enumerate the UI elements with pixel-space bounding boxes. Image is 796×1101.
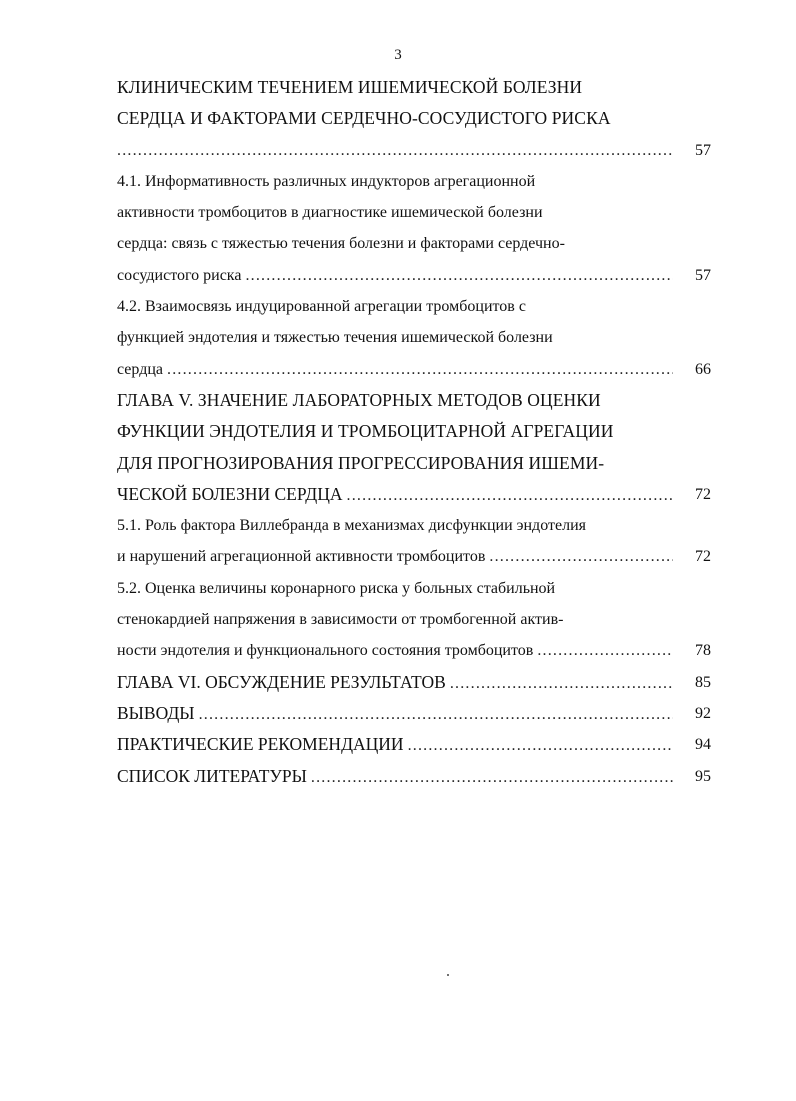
toc-leader-line (117, 761, 717, 792)
toc-line: ности эндотелия и функционального состояния тромбоцитов (117, 642, 534, 660)
dot-leader (450, 668, 673, 698)
dot-leader (245, 260, 673, 291)
toc-page-number: 72 (695, 548, 711, 566)
toc-leader-line (117, 698, 717, 729)
toc-line: 5.1. Роль фактора Виллебранда в механизмах дисфункции эндотелия (117, 517, 586, 535)
toc-line: СЕРДЦА И ФАКТОРАМИ СЕРДЕЧНО-СОСУДИСТОГО РИСКА (117, 108, 611, 129)
toc-line: ЧЕСКОЙ БОЛЕЗНИ СЕРДЦА (117, 483, 343, 504)
toc-line: сердца (117, 360, 163, 378)
toc-entry-conclusions[interactable] (117, 698, 717, 729)
toc-leader-line (117, 135, 717, 166)
page-number: 3 (394, 47, 402, 63)
toc-page-number: 66 (695, 360, 711, 378)
table-of-contents (117, 72, 717, 792)
toc-entry-recommendations[interactable] (117, 729, 717, 760)
toc-page-number: 57 (695, 141, 711, 159)
toc-line: ФУНКЦИИ ЭНДОТЕЛИЯ И ТРОМБОЦИТАРНОЙ АГРЕГАЦИИ (117, 421, 614, 442)
toc-line: ГЛАВА VI. ОБСУЖДЕНИЕ РЕЗУЛЬТАТОВ (117, 671, 446, 692)
toc-leader-line (117, 354, 717, 385)
dot-leader (311, 762, 673, 792)
toc-line: ДЛЯ ПРОГНОЗИРОВАНИЯ ПРОГРЕССИРОВАНИЯ ИШЕМИ- (117, 452, 605, 473)
toc-page-number: 85 (695, 673, 711, 691)
toc-page-number: 92 (695, 704, 711, 722)
toc-entry-chapter-4-continued[interactable] (117, 72, 717, 166)
toc-entry-references[interactable] (117, 761, 717, 792)
toc-entry-section-4-2[interactable] (117, 291, 717, 385)
dot-leader (199, 699, 673, 729)
toc-leader-line (117, 260, 717, 291)
toc-entry-section-4-1[interactable] (117, 166, 717, 291)
toc-leader-line (117, 541, 717, 572)
toc-leader-line (117, 667, 717, 698)
dot-leader (489, 541, 673, 572)
toc-entry-chapter-5[interactable] (117, 385, 717, 510)
toc-line: стенокардией напряжения в зависимости от тромбогенной актив- (117, 611, 564, 629)
toc-entry-section-5-2[interactable] (117, 573, 717, 667)
toc-line: ПРАКТИЧЕСКИЕ РЕКОМЕНДАЦИИ (117, 734, 404, 755)
toc-line: ГЛАВА V. ЗНАЧЕНИЕ ЛАБОРАТОРНЫХ МЕТОДОВ ОЦЕНКИ (117, 389, 601, 410)
dot-leader (347, 480, 673, 510)
toc-page-number: 78 (695, 642, 711, 660)
toc-line: и нарушений агрегационной активности тромбоцитов (117, 548, 486, 566)
toc-page-number: 72 (695, 485, 711, 503)
toc-line: СПИСОК ЛИТЕРАТУРЫ (117, 765, 307, 786)
toc-line: сосудистого риска (117, 266, 242, 284)
scan-speck (447, 974, 449, 976)
dot-leader (167, 354, 673, 385)
toc-entry-chapter-6[interactable] (117, 667, 717, 698)
dot-leader (537, 635, 673, 666)
toc-page-number: 95 (695, 767, 711, 785)
toc-page-number: 94 (695, 736, 711, 754)
toc-line: КЛИНИЧЕСКИМ ТЕЧЕНИЕМ ИШЕМИЧЕСКОЙ БОЛЕЗНИ (117, 77, 583, 97)
dot-leader (117, 135, 673, 166)
toc-line: 4.1. Информативность различных индукторов агрегационной (117, 172, 536, 190)
toc-line: сердца: связь с тяжестью течения болезни и факторами сердечно- (117, 235, 565, 253)
toc-entry-section-5-1[interactable] (117, 510, 717, 573)
toc-page-number: 57 (695, 266, 711, 284)
toc-line: 4.2. Взаимосвязь индуцированной агрегации тромбоцитов с (117, 298, 526, 316)
toc-leader-line (117, 479, 717, 510)
toc-leader-line (117, 729, 717, 760)
toc-line: 5.2. Оценка величины коронарного риска у больных стабильной (117, 579, 556, 597)
toc-leader-line (117, 635, 717, 666)
toc-line: функцией эндотелия и тяжестью течения ишемической болезни (117, 329, 553, 347)
toc-line: ВЫВОДЫ (117, 702, 195, 723)
dot-leader (408, 730, 673, 760)
toc-line: активности тромбоцитов в диагностике ишемической болезни (117, 204, 543, 222)
